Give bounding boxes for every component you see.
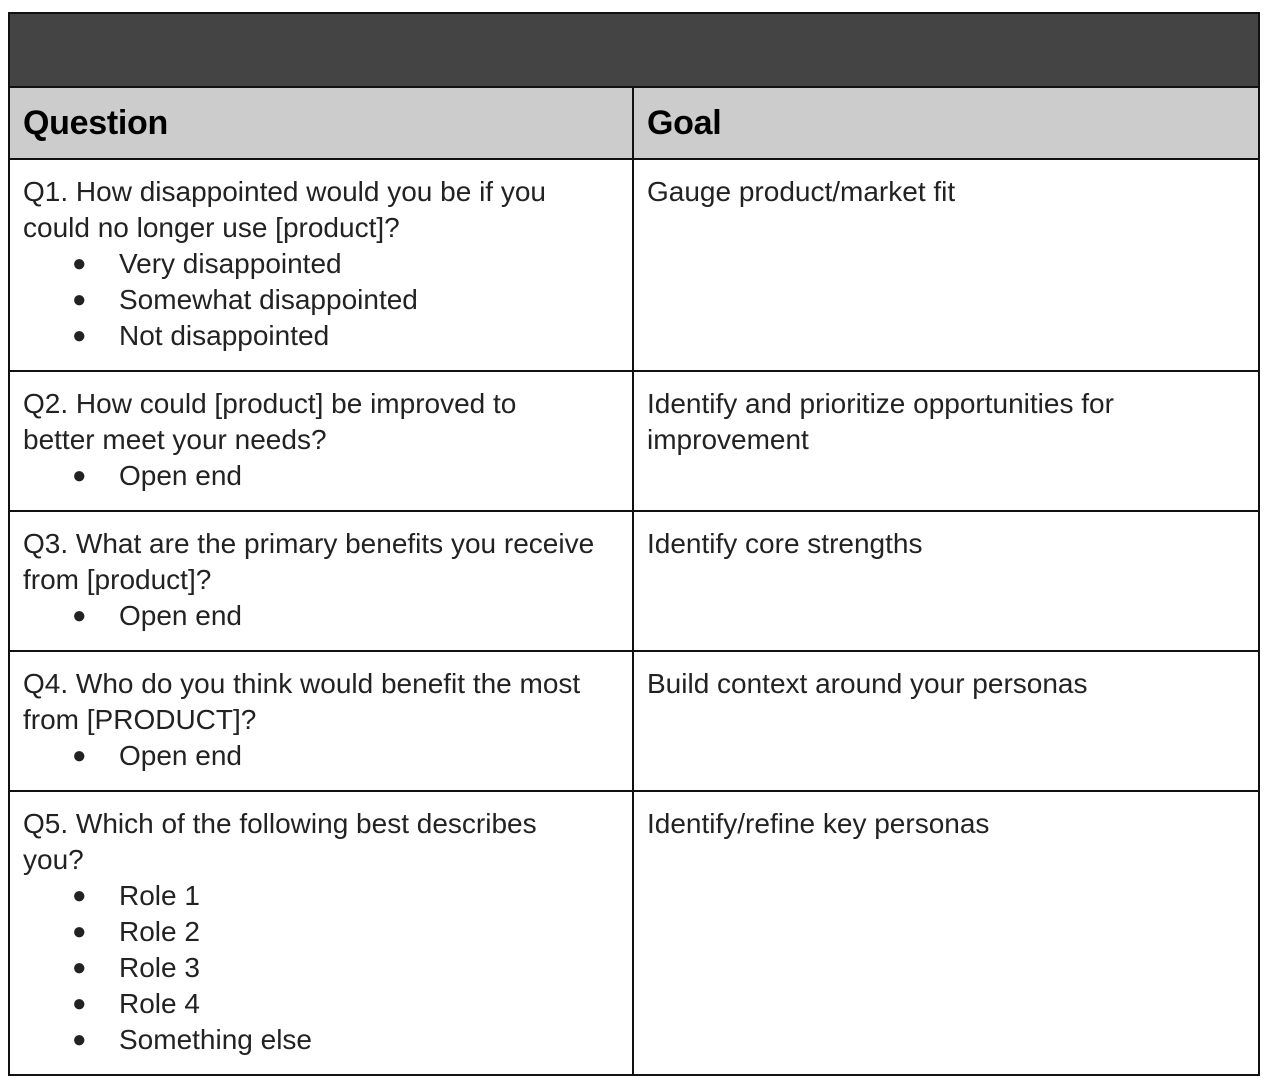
table-banner bbox=[9, 13, 1259, 87]
table-row bbox=[9, 791, 1259, 1075]
bullet-icon: ● bbox=[72, 1026, 87, 1053]
answer-option-label: Something else bbox=[119, 1024, 313, 1055]
answer-options-list bbox=[23, 878, 618, 1058]
bullet-icon: ● bbox=[72, 990, 87, 1017]
table-row bbox=[9, 651, 1259, 791]
answer-option bbox=[23, 598, 618, 634]
goal-text: Build context around your personas bbox=[647, 668, 1088, 699]
answer-option-label: Role 3 bbox=[119, 952, 200, 983]
answer-option-label: Somewhat disappointed bbox=[119, 284, 418, 315]
bullet-icon: ● bbox=[72, 250, 87, 277]
goal-cell bbox=[633, 159, 1259, 371]
answer-option-label: Not disappointed bbox=[119, 320, 330, 351]
survey-table-container bbox=[8, 12, 1258, 1076]
answer-option-label: Very disappointed bbox=[119, 248, 342, 279]
table-row bbox=[9, 159, 1259, 371]
answer-options-list bbox=[23, 598, 618, 634]
answer-option bbox=[23, 318, 618, 354]
question-text: Q2. How could [product] be improved to bbox=[23, 388, 517, 419]
answer-option-label: Open end bbox=[119, 460, 242, 491]
bullet-icon: ● bbox=[72, 322, 87, 349]
answer-option bbox=[23, 246, 618, 282]
question-text: from [product]? bbox=[23, 564, 212, 595]
table-banner-row bbox=[9, 13, 1259, 87]
question-text: Q5. Which of the following best describes bbox=[23, 808, 537, 839]
question-text: Q3. What are the primary benefits you receive bbox=[23, 528, 595, 559]
bullet-icon: ● bbox=[72, 954, 87, 981]
question-cell bbox=[9, 651, 633, 791]
bullet-icon: ● bbox=[72, 742, 87, 769]
question-text: you? bbox=[23, 844, 84, 875]
goal-text: Identify core strengths bbox=[647, 528, 923, 559]
question-text: Q1. How disappointed would you be if you bbox=[23, 176, 546, 207]
answer-option bbox=[23, 878, 618, 914]
goal-cell bbox=[633, 651, 1259, 791]
survey-table bbox=[8, 12, 1260, 1076]
table-row bbox=[9, 511, 1259, 651]
question-text: could no longer use [product]? bbox=[23, 212, 400, 243]
goal-text: Gauge product/market fit bbox=[647, 176, 956, 207]
question-cell bbox=[9, 511, 633, 651]
bullet-icon: ● bbox=[72, 462, 87, 489]
goal-text: Identify and prioritize opportunities for bbox=[647, 388, 1114, 419]
goal-text: Identify/refine key personas bbox=[647, 808, 990, 839]
answer-options-list bbox=[23, 738, 618, 774]
question-cell bbox=[9, 159, 633, 371]
bullet-icon: ● bbox=[72, 602, 87, 629]
bullet-icon: ● bbox=[72, 882, 87, 909]
table-header-row bbox=[9, 87, 1259, 159]
answer-option-label: Role 2 bbox=[119, 916, 200, 947]
question-cell bbox=[9, 371, 633, 511]
answer-option-label: Role 4 bbox=[119, 988, 200, 1019]
answer-option bbox=[23, 282, 618, 318]
bullet-icon: ● bbox=[72, 286, 87, 313]
answer-option-label: Role 1 bbox=[119, 880, 200, 911]
column-header-goal: Goal bbox=[633, 87, 1259, 159]
answer-option bbox=[23, 1022, 618, 1058]
answer-option bbox=[23, 950, 618, 986]
answer-options-list bbox=[23, 246, 618, 354]
goal-cell bbox=[633, 511, 1259, 651]
answer-option bbox=[23, 738, 618, 774]
answer-option-label: Open end bbox=[119, 740, 242, 771]
answer-option bbox=[23, 986, 618, 1022]
question-text: better meet your needs? bbox=[23, 424, 327, 455]
bullet-icon: ● bbox=[72, 918, 87, 945]
goal-cell bbox=[633, 371, 1259, 511]
answer-option bbox=[23, 458, 618, 494]
answer-options-list bbox=[23, 458, 618, 494]
column-header-question: Question bbox=[9, 87, 633, 159]
table-row bbox=[9, 371, 1259, 511]
goal-cell bbox=[633, 791, 1259, 1075]
question-cell bbox=[9, 791, 633, 1075]
question-text: from [PRODUCT]? bbox=[23, 704, 257, 735]
goal-text: improvement bbox=[647, 424, 809, 455]
answer-option-label: Open end bbox=[119, 600, 242, 631]
question-text: Q4. Who do you think would benefit the most bbox=[23, 668, 581, 699]
answer-option bbox=[23, 914, 618, 950]
